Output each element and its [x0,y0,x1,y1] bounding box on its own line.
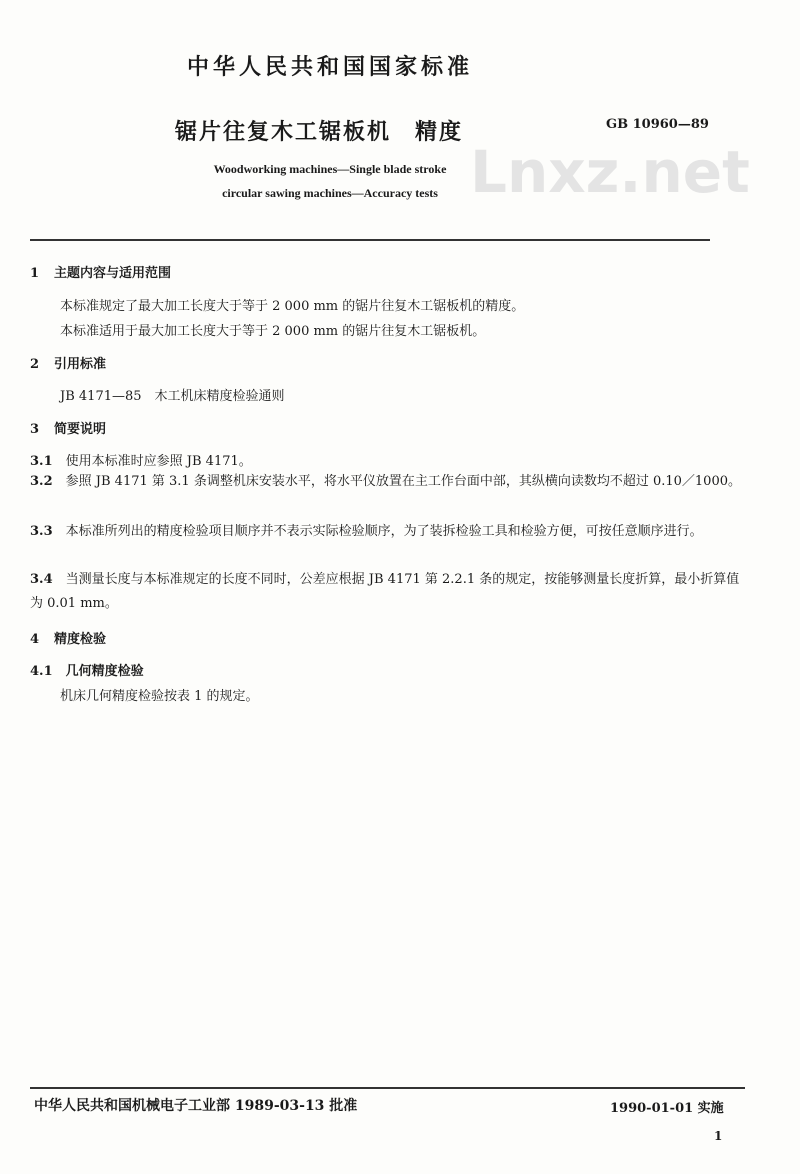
section-4-title: 精度检验 [54,632,107,647]
section-2-para-1: JB 4171—85 木工机床精度检验通则 [60,389,285,404]
org-title: 中华人民共和国国家标准 [186,54,473,80]
section-3-title: 简要说明 [54,422,107,437]
section-1-para-1: 本标准规定了最大加工长度大于等于 2 000 mm 的锯片往复木工锯板机的精度。 [60,299,525,314]
clause-3-4 [30,568,745,616]
english-title-line1: Woodworking machines—Single blade stroke [213,162,447,176]
section-1-heading [30,262,171,281]
doc-title: 锯片往复木工锯板机 精度 [175,119,464,145]
clause-3-3-text: 本标准所列出的精度检验项目顺序并不表示实际检验顺序，为了装拆检验工具和检验方便，可按任意顺序进行。 [65,524,703,539]
clause-4-1-title: 几何精度检验 [65,664,144,679]
page-number: 1 [714,1129,723,1143]
clause-4-1-heading [30,660,144,679]
section-2-heading [30,353,106,372]
clause-3-3-number: 3.3 [30,524,53,539]
section-4-number: 4 [30,632,40,647]
section-3-heading [30,418,106,437]
section-2-title: 引用标准 [54,357,107,372]
clause-4-1-text: 机床几何精度检验按表 1 的规定。 [60,689,259,704]
clause-3-1 [30,450,252,469]
clause-3-4-text: 当测量长度与本标准规定的长度不同时，公差应根据 JB 4171 第 2.2.1 条的规定，按能够测量长度折算，最小折算值为 0.01 mm。 [30,572,740,611]
clause-3-3 [30,520,745,544]
section-2-number: 2 [30,357,40,372]
clause-3-2-number: 3.2 [30,474,53,489]
english-title-line2: circular sawing machines—Accuracy tests [222,186,438,200]
clause-3-1-text: 使用本标准时应参照 JB 4171。 [65,454,252,469]
section-3-number: 3 [30,422,40,437]
standard-number: GB 10960—89 [606,117,709,132]
approval-line: 中华人民共和国机械电子工业部 1989-03-13 批准 [34,1098,358,1114]
watermark: Lnxz.net [470,138,750,206]
clause-3-2 [30,470,745,494]
clause-3-1-number: 3.1 [30,454,53,469]
clause-4-1-number: 4.1 [30,664,53,679]
effective-date: 1990-01-01 实施 [610,1101,724,1116]
section-1-para-2: 本标准适用于最大加工长度大于等于 2 000 mm 的锯片往复木工锯板机。 [60,324,486,339]
section-1-number: 1 [30,266,40,281]
footer-divider [30,1087,745,1089]
section-4-heading [30,628,106,647]
section-1-title: 主题内容与适用范围 [54,266,172,281]
clause-3-4-number: 3.4 [30,572,53,587]
header-divider [30,239,710,241]
clause-3-2-text: 参照 JB 4171 第 3.1 条调整机床安装水平，将水平仪放置在主工作台面中部，其纵横向读数均不超过 0.10／1000。 [65,474,741,489]
